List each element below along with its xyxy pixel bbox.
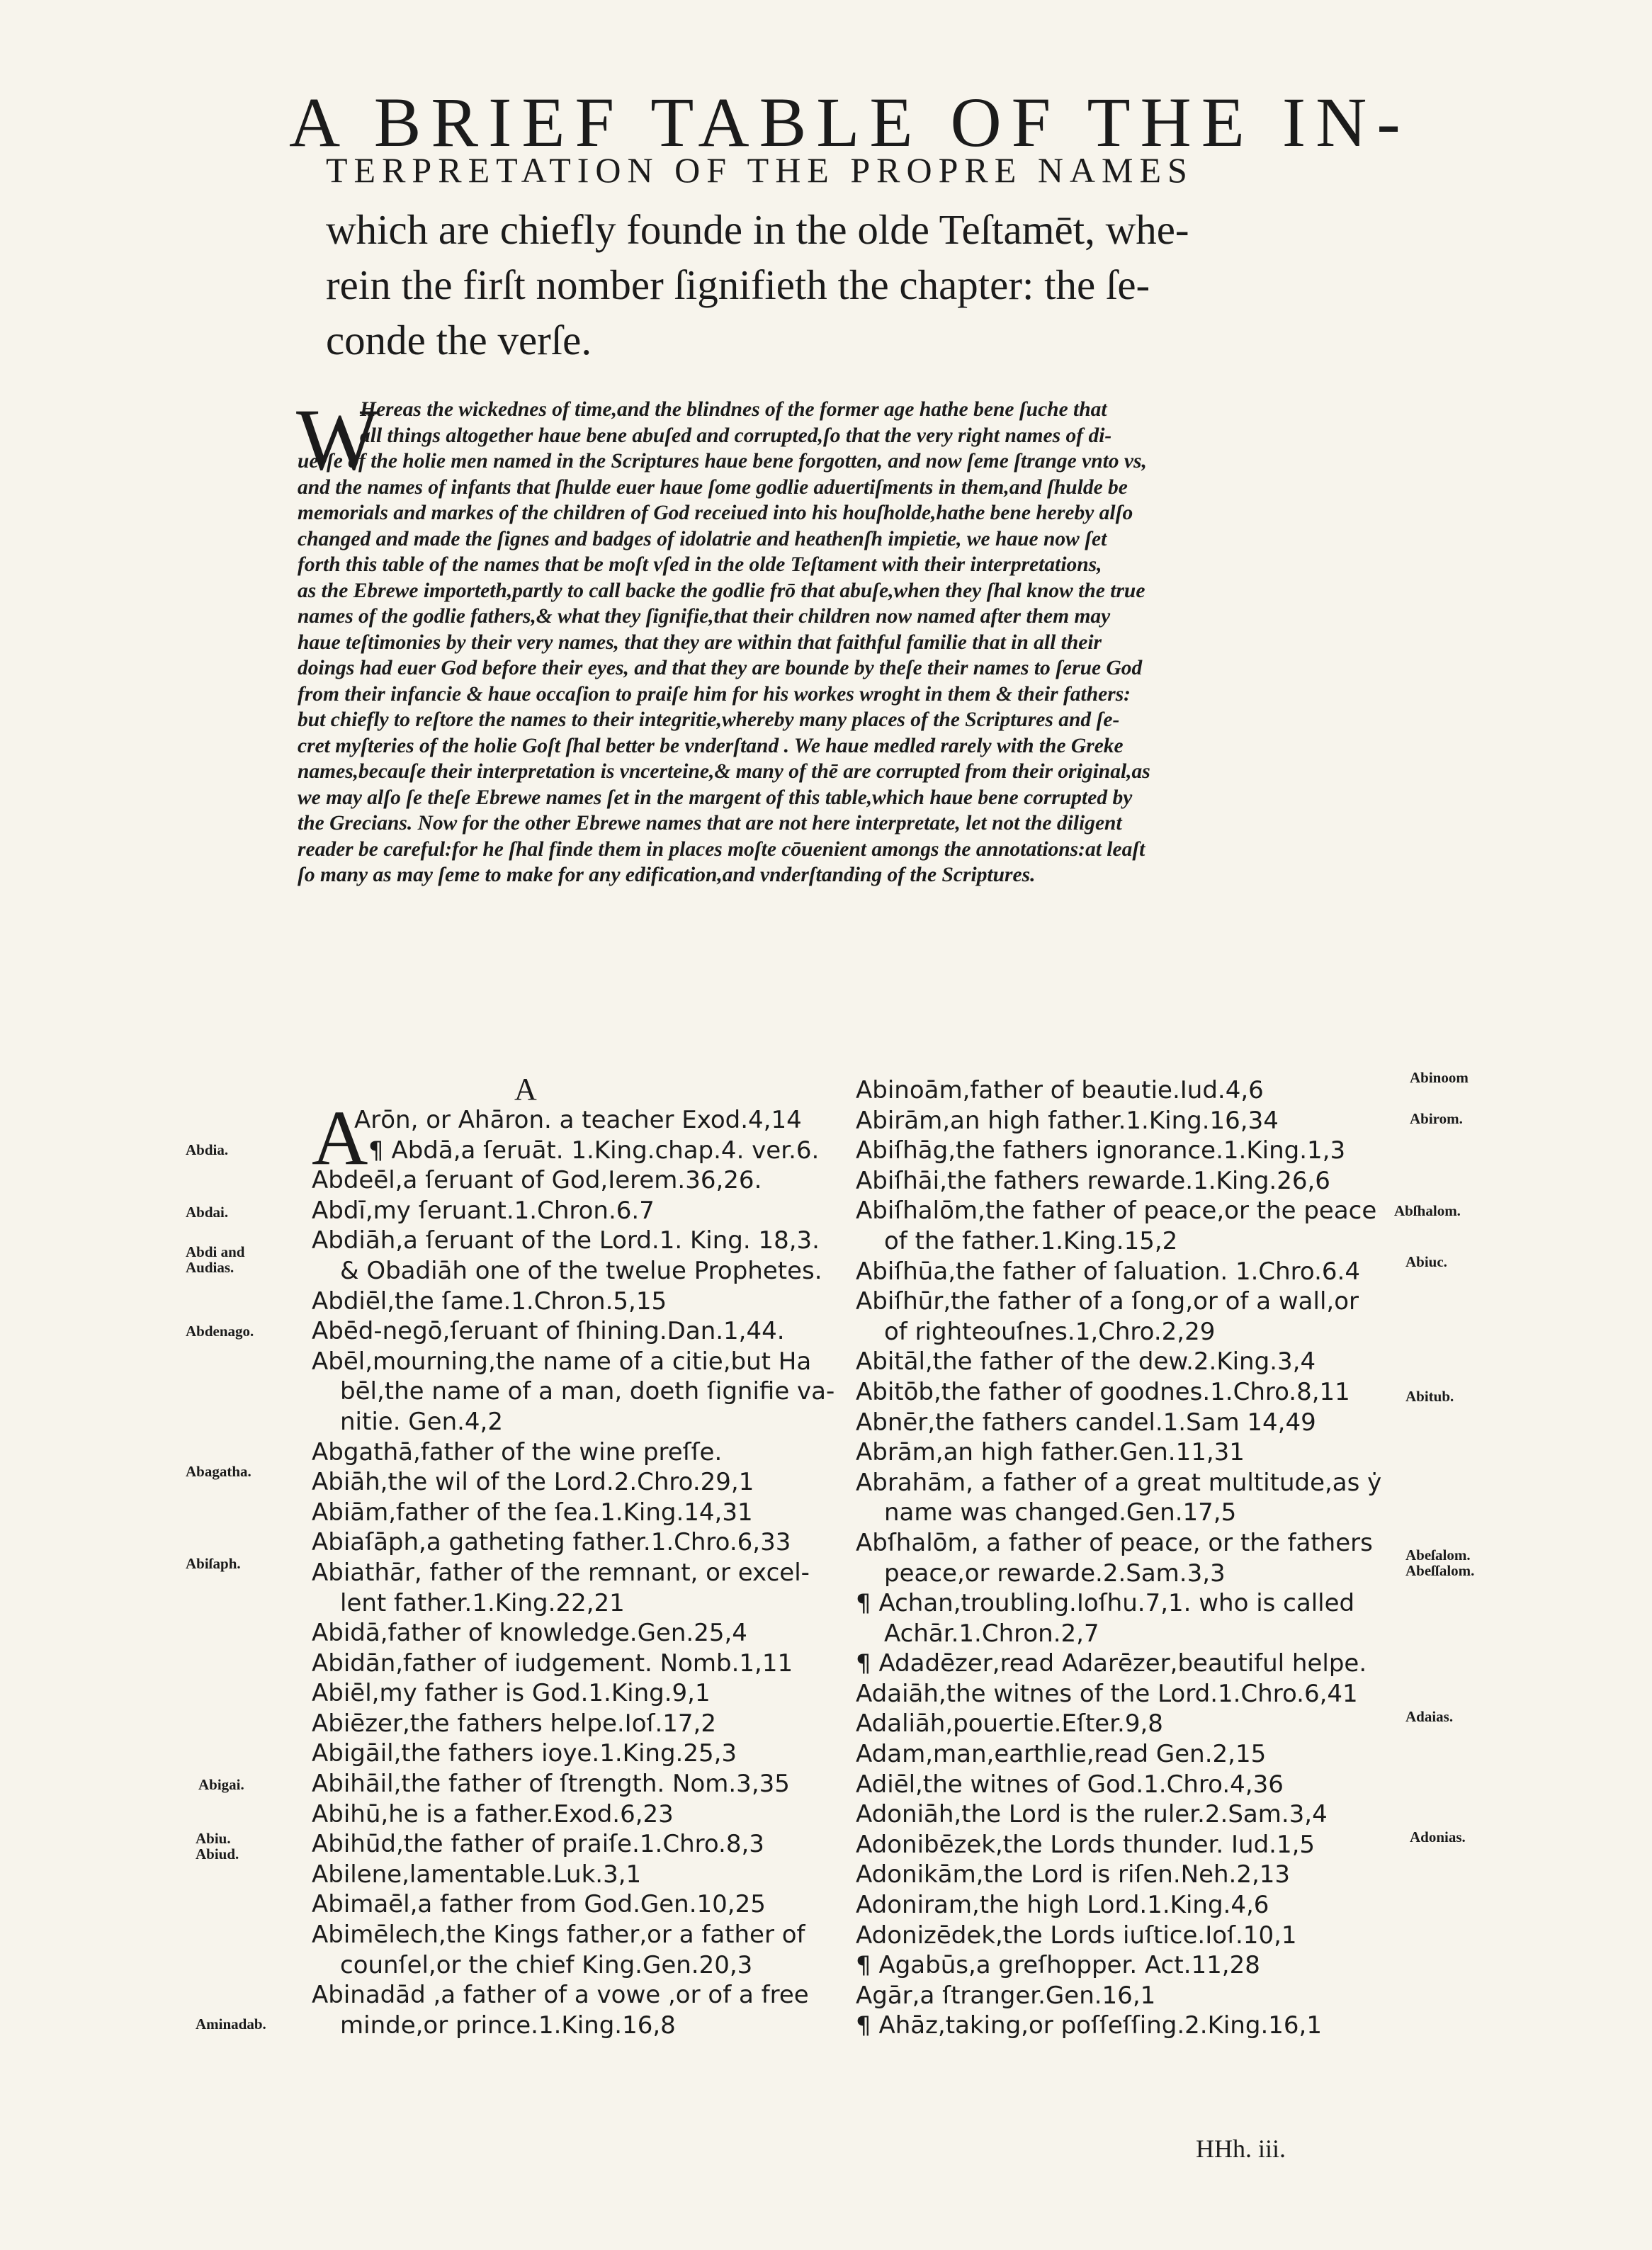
table-entry: minde,or prince.1.King.16,8 — [340, 2011, 676, 2040]
table-entry: ¶ Abdā,a ſeruāt. 1.King.chap.4. ver.6. — [368, 1136, 820, 1165]
table-entry: counſel,or the chief King.Gen.20,3 — [340, 1950, 753, 1979]
table-entry: nitie. Gen.4,2 — [340, 1407, 503, 1436]
margin-note-left: Abiu. — [196, 1830, 231, 1847]
table-entry: Abēl,mourning,the name of a citie,but Ha — [312, 1347, 812, 1376]
title-line-3 — [326, 202, 1388, 368]
preface-line: reader be careful:for he ſhal finde them in places moſte cōuenient amongs the annotations:at leaſt — [298, 837, 1145, 861]
table-entry: Abdiēl,the ſame.1.Chron.5,15 — [312, 1287, 667, 1316]
table-entry: Adonizēdek,the Lords iuſtice.Ioſ.10,1 — [856, 1921, 1297, 1950]
left-column — [312, 1105, 850, 2040]
table-entry: Agār,a ſtranger.Gen.16,1 — [856, 1981, 1156, 2010]
preface-line: doings had euer God before their eyes, and that they are bounde by theſe their names to ſerue God — [298, 657, 1143, 679]
left-drop-cap: A — [312, 1095, 368, 1181]
table-entry: lent father.1.King.22,21 — [340, 1588, 625, 1617]
preface-line: haue teſtimonies by their very names, that they are within that faithful familie that in all their — [298, 631, 1102, 654]
table-entry: Adonikām,the Lord is riſen.Neh.2,13 — [856, 1860, 1291, 1889]
table-entry: Abiſhāg,the fathers ignorance.1.King.1,3 — [856, 1136, 1346, 1165]
table-entry: ¶ Agabūs,a greſhopper. Act.11,28 — [856, 1951, 1260, 1980]
table-entry: Adiēl,the witnes of God.1.Chro.4,36 — [856, 1770, 1284, 1799]
preface-line: as the Ebrewe importeth,partly to call backe the godlie frō that abuſe,when they ſhal know the true — [298, 579, 1145, 602]
table-entry: Abidā,father of knowledge.Gen.25,4 — [312, 1619, 747, 1648]
preface-line: all things altogether haue bene abuſed and corrupted,ſo that the very right names of di- — [360, 424, 1112, 447]
table-entry: Adaliāh,pouertie.Eſter.9,8 — [856, 1709, 1163, 1739]
table-entry: Abgathā,father of the wine preſſe. — [312, 1437, 723, 1466]
title-line-3a: which are chiefly founde in the olde Teſtamēt, whe- — [326, 206, 1189, 253]
table-entry: Adoniram,the high Lord.1.King.4,6 — [856, 1891, 1269, 1920]
table-entry: Abiēzer,the fathers helpe.Ioſ.17,2 — [312, 1709, 716, 1738]
table-entry: Abſhalōm, a father of peace, or the fathers — [856, 1528, 1373, 1557]
margin-note-left: Abiſaph. — [186, 1555, 241, 1572]
table-entry: ¶ Adadēzer,read Adarēzer,beautiful helpe. — [856, 1649, 1367, 1678]
table-entry: Abidān,father of iudgement. Nomb.1,11 — [312, 1649, 793, 1678]
table-entry: Abigāil,the fathers ioye.1.King.25,3 — [312, 1739, 737, 1768]
margin-note-left: Abdai. — [186, 1204, 229, 1221]
preface-line: uerſe of the holie men named in the Scriptures haue bene forgotten, and now ſeme ſtrange vnto vs, — [298, 450, 1147, 473]
table-entry: Abdī,my ſeruant.1.Chron.6.7 — [312, 1196, 655, 1225]
preface-line: ſo many as may ſeme to make for any edification,and vnderſtanding of the Scriptures. — [298, 864, 1036, 886]
preface-line: and the names of infants that ſhulde euer haue ſome godlie aduertiſments in them,and ſhulde be — [298, 475, 1128, 499]
table-entry: Adaiāh,the witnes of the Lord.1.Chro.6,41 — [856, 1679, 1358, 1708]
margin-note-right: Abirom. — [1410, 1110, 1463, 1127]
preface-line: names,becauſe their interpretation is vncerteine,& many of thē are corrupted from their original,as — [298, 760, 1150, 783]
table-entry: Arōn, or Ahāron. a teacher Exod.4,14 — [354, 1106, 802, 1134]
signature-mark: HHh. iii. — [1196, 2135, 1286, 2163]
margin-note-right: Abeſalom. — [1405, 1547, 1471, 1564]
table-entry: Abiſhalōm,the father of peace,or the peace — [856, 1197, 1377, 1226]
preface-line: from their infancie & haue occaſion to praiſe him for his workes wroght in them & their fathers: — [298, 682, 1131, 706]
margin-note-right: Abinoom — [1410, 1069, 1469, 1086]
table-entry: ¶ Ahāz,taking,or poſſeſſing.2.King.16,1 — [856, 2011, 1322, 2040]
margin-note-right: Abiuc. — [1405, 1253, 1447, 1270]
table-entry: Abdiāh,a ſeruant of the Lord.1. King. 18,3. — [312, 1226, 820, 1255]
preface-line: changed and made the ſignes and badges of idolatrie and heathenſh impietie, we haue now ſet — [298, 527, 1107, 550]
preface-line: memorials and markes of the children of God receiued into his houſholde,hathe bene hereby alſo — [298, 502, 1133, 524]
margin-note-left: Abagatha. — [186, 1463, 251, 1480]
table-entry: Abiſhūr,the father of a ſong,or of a wall,or — [856, 1287, 1359, 1316]
margin-note-left: Abdia. — [186, 1141, 229, 1158]
table-entry: Abilene,lamentable.Luk.3,1 — [312, 1860, 642, 1889]
margin-note-left: Audias. — [186, 1259, 234, 1276]
preface-line: the Grecians. Now for the other Ebrewe names that are not here interpretate, let not the diligent — [298, 812, 1122, 835]
table-entry: Abiſhūa,the father of ſaluation. 1.Chro.6.4 — [856, 1257, 1360, 1286]
margin-note-left: Abdi and — [186, 1243, 245, 1260]
table-entry: Abinoām,father of beautie.Iud.4,6 — [856, 1076, 1264, 1104]
preface-line: we may alſo ſe theſe Ebrewe names ſet in the margent of this table,which haue bene corrupted by — [298, 786, 1133, 809]
margin-note-right: Adonias. — [1410, 1828, 1466, 1845]
preface-line: cret myſteries of the holie Goſt ſhal better be vnderſtand . We haue medled rarely with the Greke — [298, 734, 1124, 757]
table-entry: Abirām,an high father.1.King.16,34 — [856, 1106, 1279, 1135]
table-entry: Abiaſāph,a gatheting father.1.Chro.6,33 — [312, 1528, 791, 1557]
table-entry: ¶ Achan,troubling.Ioſhu.7,1. who is called — [856, 1589, 1355, 1618]
title-line-2: TERPRETATION OF THE PROPRE NAMES — [326, 150, 1194, 190]
table-entry: Abiathār, father of the remnant, or excel- — [312, 1558, 810, 1587]
table-entry: Abinadād ,a father of a vowe ,or of a free — [312, 1981, 809, 2010]
table-entry: Adonibēzek,the Lords thunder. Iud.1,5 — [856, 1830, 1316, 1859]
table-entry: Abimaēl,a father from God.Gen.10,25 — [312, 1890, 766, 1919]
table-entry: Abiēl,my father is God.1.King.9,1 — [312, 1679, 711, 1708]
preface-line: forth this table of the names that be moſt vſed in the olde Teſtament with their interpretations, — [298, 553, 1102, 576]
table-entry: of righteouſnes.1,Chro.2,29 — [884, 1317, 1216, 1346]
margin-note-right: Abſhalom. — [1394, 1202, 1461, 1219]
preface-line: names of the godlie fathers,& what they ſignifie,that their children now named after them may — [298, 605, 1111, 628]
table-entry: Abiām,father of the ſea.1.King.14,31 — [312, 1498, 753, 1527]
table-entry: of the father.1.King.15,2 — [884, 1226, 1178, 1255]
table-entry: Abrām,an high father.Gen.11,31 — [856, 1438, 1245, 1467]
table-entry: peace,or rewarde.2.Sam.3,3 — [884, 1559, 1226, 1588]
title-line-1: A BRIEF TABLE OF THE IN- — [289, 83, 1410, 162]
margin-note-left: Aminadab. — [196, 2016, 266, 2033]
table-entry: & Obadiāh one of the twelue Prophetes. — [340, 1256, 822, 1285]
table-entry: name was changed.Gen.17,5 — [884, 1498, 1237, 1527]
table-entry: Abihāil,the father of ſtrength. Nom.3,35 — [312, 1770, 790, 1799]
margin-note-right: Adaias. — [1405, 1708, 1454, 1725]
preface-text — [296, 391, 1388, 888]
table-entry: Abimēlech,the Kings father,or a father of — [312, 1921, 805, 1950]
margin-note-right: Abeſſalom. — [1405, 1562, 1475, 1579]
table-entry: Abitōb,the father of goodnes.1.Chro.8,11 — [856, 1377, 1350, 1406]
margin-note-right: Abitub. — [1405, 1388, 1454, 1405]
table-entry: Abrahām, a father of a great multitude,as ẏ — [856, 1468, 1382, 1497]
table-entry: Abiſhāi,the fathers rewarde.1.King.26,6 — [856, 1166, 1330, 1195]
title-line-3b: rein the firſt nomber ſignifieth the chapter: the ſe- — [326, 261, 1150, 308]
table-entry: Achār.1.Chron.2,7 — [884, 1619, 1099, 1648]
table-entry: Abihū,he is a father.Exod.6,23 — [312, 1799, 674, 1828]
table-entry: Abihūd,the father of praiſe.1.Chro.8,3 — [312, 1830, 764, 1859]
table-entry: Abdeēl,a ſeruant of God,Ierem.36,26. — [312, 1166, 762, 1195]
margin-note-left: Abiud. — [196, 1845, 239, 1862]
table-entry: Abiāh,the wil of the Lord.2.Chro.29,1 — [312, 1468, 754, 1497]
table-entry: Adam,man,earthlie,read Gen.2,15 — [856, 1740, 1267, 1769]
preface-line: but chiefly to reſtore the names to their integritie,whereby many places of the Scriptures and ſe- — [298, 708, 1120, 731]
table-entry: Adoniāh,the Lord is the ruler.2.Sam.3,4 — [856, 1800, 1328, 1829]
table-entry: Abnēr,the fathers candel.1.Sam 14,49 — [856, 1408, 1316, 1437]
table-entry: Abitāl,the father of the dew.2.King.3,4 — [856, 1347, 1316, 1376]
margin-note-left: Abigai. — [198, 1776, 244, 1793]
table-entry: bēl,the name of a man, doeth ſignifie va- — [340, 1377, 835, 1406]
title-line-3c: conde the verſe. — [326, 317, 592, 363]
right-column — [856, 1075, 1394, 2041]
preface-drop-cap: W — [296, 391, 380, 488]
table-entry: Abēd-negō,ſeruant of ſhining.Dan.1,44. — [312, 1317, 785, 1346]
preface-line: Hereas the wickednes of time,and the blindnes of the former age hathe bene ſuche that — [360, 398, 1107, 421]
margin-note-left: Abdenago. — [186, 1323, 254, 1340]
section-letter: A — [514, 1072, 537, 1107]
